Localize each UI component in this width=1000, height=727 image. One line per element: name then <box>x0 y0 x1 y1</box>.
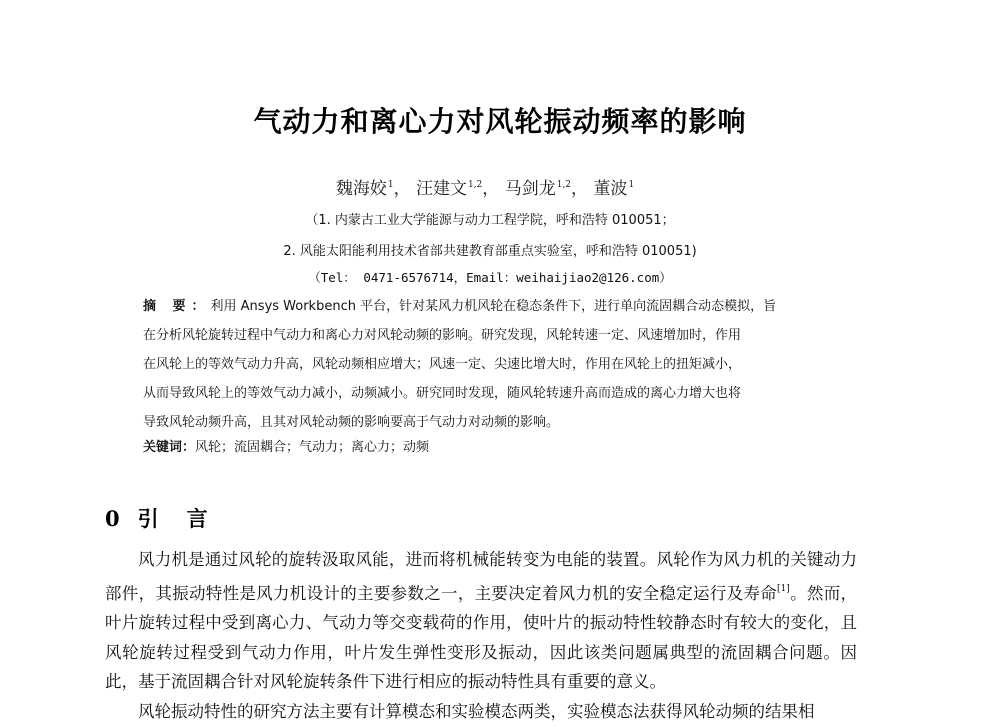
paragraph-text: 。然而，叶片旋转过程中受到离心力、气动力等交变载荷的作用，使叶片的振动特性较静态时有较大的变化，且风轮旋转过程受到气动力作用，叶片发生弹性变形及振动，因此该类问题属典型的流固耦合问题。因此，基于流固耦合针对风轮旋转条件下进行相应的振动特性具有重要的意义。 <box>105 583 858 692</box>
keywords-label: 关键词： <box>143 440 196 455</box>
keywords <box>143 436 833 455</box>
abstract <box>143 292 833 437</box>
author-name: 汪建文 <box>415 179 467 199</box>
author-affiliation-mark: 1 <box>628 180 635 190</box>
author-affiliation-mark: 1,2 <box>556 180 572 190</box>
author-separator: ， <box>482 179 500 199</box>
author-affiliation-mark: 1,2 <box>467 180 483 190</box>
section-heading <box>105 503 236 533</box>
author-separator: ， <box>571 179 589 199</box>
author-affiliation-mark: 1 <box>387 180 394 190</box>
abstract-line: 在分析风轮旋转过程中气动力和离心力对风轮动频的影响。研究发现，风轮转速一定、风速增加时，作用 <box>143 328 742 343</box>
abstract-text: 利用 Ansys Workbench 平台，针对某风力机风轮在稳态条件下，进行单向流固耦合动态模拟，旨 <box>210 299 777 314</box>
body-paragraph: 风轮振动特性的研究方法主要有计算模态和实验模态两类，实验模态法获得风轮动频的结果相 <box>138 701 815 721</box>
section-number: 0 <box>105 506 120 531</box>
author-separator: ， <box>393 179 411 199</box>
section-title: 引言 <box>137 506 236 531</box>
abstract-line: 在风轮上的等效气动力升高，风轮动频相应增大；风速一定、尖速比增大时，作用在风轮上的扭矩减小， <box>143 357 742 372</box>
contact-info: （Tel： 0471-6576714，Email：weihaijiao2@126.com） <box>308 270 672 285</box>
paragraph-text: 风力机是通过风轮的旋转汲取风能，进而将机械能转变为电能的装置。风轮作为风力机的关键动力部件，其振动特性是风力机设计的主要参数之一，主要决定着风力机的安全稳定运行及寿命 <box>105 550 857 603</box>
introduction-text <box>105 545 857 727</box>
citation-ref: [1] <box>777 583 790 594</box>
paper-title: 气动力和离心力对风轮振动频率的影响 <box>253 105 747 138</box>
abstract-label: 摘 要： <box>143 299 211 314</box>
abstract-line <box>143 292 833 321</box>
author-list <box>0 174 970 199</box>
abstract-line: 导致风轮动频升高，且其对风轮动频的影响要高于气动力对动频的影响。 <box>143 415 560 430</box>
author-name: 董波 <box>593 179 628 199</box>
keywords-text: 风轮；流固耦合；气动力；离心力；动频 <box>195 440 430 455</box>
abstract-line: 从而导致风轮上的等效气动力减小，动频减小。研究同时发现，随风轮转速升高而造成的离心力增大也将 <box>143 386 742 401</box>
body-paragraph <box>105 545 857 697</box>
affiliation-line-1: （1. 内蒙古工业大学能源与动力工程学院，呼和浩特 010051； <box>305 213 675 228</box>
author-name: 魏海姣 <box>335 179 387 199</box>
affiliation-line-2: 2. 风能太阳能利用技术省部共建教育部重点实验室，呼和浩特 010051) <box>283 244 697 259</box>
author-name: 马剑龙 <box>504 179 556 199</box>
